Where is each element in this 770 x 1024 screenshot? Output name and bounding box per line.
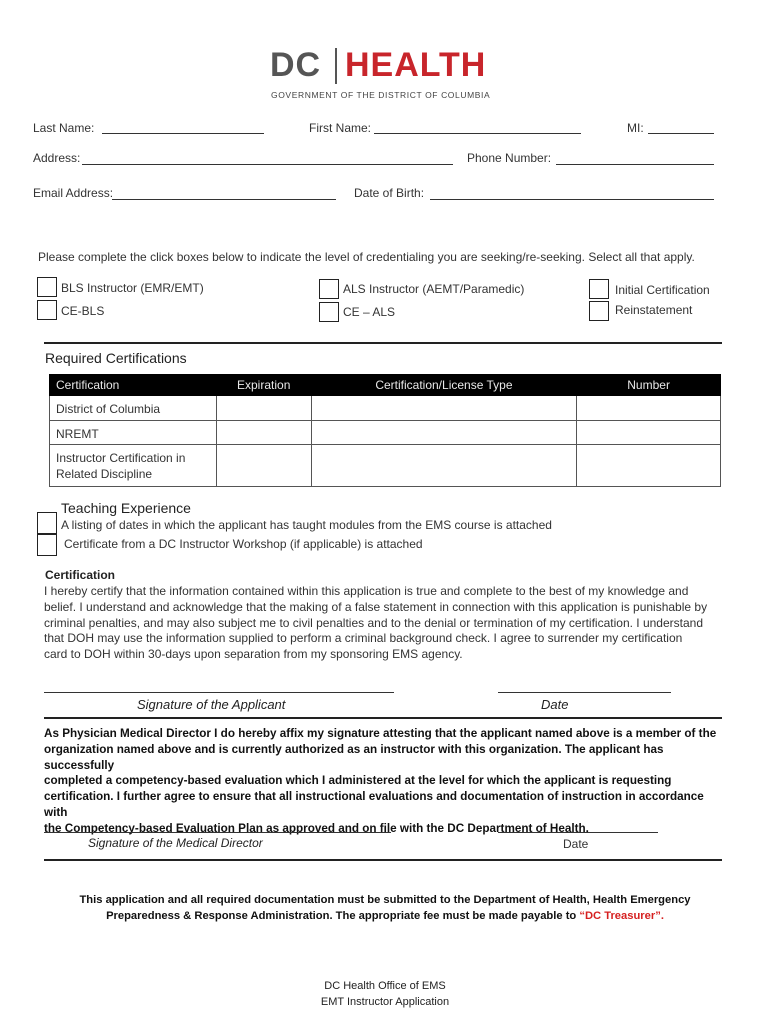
physician-line: certification. I further agree to ensure that all instructional evaluations and documentation of instruction in accordance with (44, 790, 704, 819)
workshop-certificate-checkbox[interactable] (37, 534, 57, 556)
table-header: Certification/License Type (311, 375, 577, 396)
logo-dc: DC (270, 46, 322, 84)
physician-line: As Physician Medical Director I do hereby affix my signature attesting that the applicant named above is a member of the (44, 727, 717, 740)
first-name-field[interactable] (374, 133, 581, 134)
ce-bls-label: CE-BLS (61, 304, 105, 318)
signature-divider (44, 717, 722, 719)
physician-line: completed a competency-based evaluation which I administered at the level for which the applicant is requesting (44, 774, 672, 788)
certification-line: I hereby certify that the information contained within this application is true and complete to the best of my knowledge and (44, 584, 689, 598)
table-row (50, 445, 721, 487)
mi-label: MI: (627, 121, 644, 135)
payee-period: . (660, 910, 664, 922)
submission-note (0, 892, 770, 924)
table-cell: NREMT (50, 421, 217, 445)
certification-text (44, 584, 724, 663)
ce-als-label: CE – ALS (343, 305, 396, 319)
bottom-divider (44, 859, 722, 861)
director-date-field[interactable] (498, 832, 658, 833)
instructions-text: Please complete the click boxes below to indicate the level of credentialing you are seeking/re-seeking. Select all that apply. (38, 250, 695, 264)
table-cell-input[interactable] (577, 396, 721, 421)
payee-text: “DC Treasurer” (579, 910, 661, 922)
certification-title: Certification (45, 568, 116, 582)
logo-health: HEALTH (345, 46, 487, 84)
workshop-certificate-label: Certificate from a DC Instructor Workshop (if applicable) is attached (64, 537, 423, 551)
mi-field[interactable] (648, 133, 714, 134)
table-cell-input[interactable] (577, 421, 721, 445)
reinstatement-label: Reinstatement (615, 303, 693, 317)
required-certifications-title: Required Certifications (45, 350, 187, 366)
table-cell-line: Instructor Certification in (56, 451, 186, 465)
table-header-row (50, 375, 721, 396)
table-cell-input[interactable] (216, 396, 311, 421)
applicant-signature-field[interactable] (44, 692, 394, 693)
submission-line (0, 908, 770, 924)
table-cell-input[interactable] (216, 421, 311, 445)
physician-line: organization named above and is currently authorized as an instructor with this organization. The applicant has successfully (44, 742, 664, 772)
director-signature-label: Signature of the Medical Director (88, 836, 263, 850)
ce-als-checkbox[interactable] (319, 302, 339, 322)
physician-line: the Competency-based Evaluation Plan as approved and on file with the DC Department of Health. (44, 821, 589, 835)
email-field[interactable] (112, 199, 336, 200)
applicant-date-label: Date (541, 697, 569, 712)
submission-text: Preparedness & Response Administration. The appropriate fee must be made payable to (106, 910, 580, 922)
first-name-label: First Name: (309, 121, 372, 135)
footer-title: EMT Instructor Application (320, 996, 450, 1008)
applicant-signature-label: Signature of the Applicant (137, 697, 286, 712)
phone-field[interactable] (556, 164, 714, 165)
table-cell: District of Columbia (50, 396, 217, 421)
table-cell-input[interactable] (311, 421, 577, 445)
teaching-experience-title: Teaching Experience (61, 500, 191, 516)
director-date-label: Date (563, 837, 589, 851)
certification-line: belief. I understand and acknowledge that the making of a false statement in connection with this application is punishable by (44, 599, 708, 614)
initial-certification-label: Initial Certification (615, 283, 710, 297)
address-field[interactable] (82, 164, 453, 165)
table-row (50, 396, 721, 421)
required-certifications-table (49, 374, 721, 487)
als-checkbox[interactable] (319, 279, 339, 299)
footer-office: DC Health Office of EMS (324, 980, 446, 992)
applicant-date-field[interactable] (498, 692, 671, 693)
last-name-field[interactable] (102, 133, 264, 134)
table-cell-line: Related Discipline (56, 467, 153, 481)
table-cell-input[interactable] (577, 445, 721, 487)
ce-bls-checkbox[interactable] (37, 300, 57, 320)
section-divider (44, 342, 722, 344)
dob-label: Date of Birth: (354, 186, 425, 200)
table-header: Certification (50, 375, 217, 396)
bls-checkbox[interactable] (37, 277, 57, 297)
dob-field[interactable] (430, 199, 714, 200)
reinstatement-checkbox[interactable] (589, 301, 609, 321)
table-header: Expiration (216, 375, 311, 396)
table-cell-input[interactable] (216, 445, 311, 487)
teaching-listing-checkbox[interactable] (37, 512, 57, 534)
certification-line: that DOH may use the information supplied to perform a criminal background check. I agree to surrender my certification (44, 631, 683, 646)
address-label: Address: (33, 151, 81, 165)
certification-line: card to DOH within 30-days upon separation from my sponsoring EMS agency. (44, 647, 463, 662)
table-row (50, 421, 721, 445)
initial-certification-checkbox[interactable] (589, 279, 609, 299)
bls-label: BLS Instructor (EMR/EMT) (61, 281, 204, 295)
teaching-listing-label: A listing of dates in which the applicant has taught modules from the EMS course is attached (61, 518, 552, 532)
logo-divider (335, 48, 337, 84)
director-signature-field[interactable] (44, 832, 391, 833)
certification-line: criminal penalties, and may also subject me to civil penalties and to the denial or termination of my certification. I understand (44, 615, 704, 630)
table-cell-input[interactable] (311, 396, 577, 421)
table-cell (50, 445, 217, 487)
email-label: Email Address: (33, 186, 114, 200)
table-cell-input[interactable] (311, 445, 577, 487)
physician-statement (44, 726, 724, 837)
phone-label: Phone Number: (467, 151, 552, 165)
table-header: Number (577, 375, 721, 396)
als-label: ALS Instructor (AEMT/Paramedic) (343, 282, 525, 296)
logo-subtitle: GOVERNMENT OF THE DISTRICT OF COLUMBIA (271, 90, 491, 100)
submission-line: This application and all required documentation must be submitted to the Department of Health, Health Emergency (79, 894, 691, 906)
dc-health-logo (270, 44, 500, 104)
last-name-label: Last Name: (33, 121, 95, 135)
